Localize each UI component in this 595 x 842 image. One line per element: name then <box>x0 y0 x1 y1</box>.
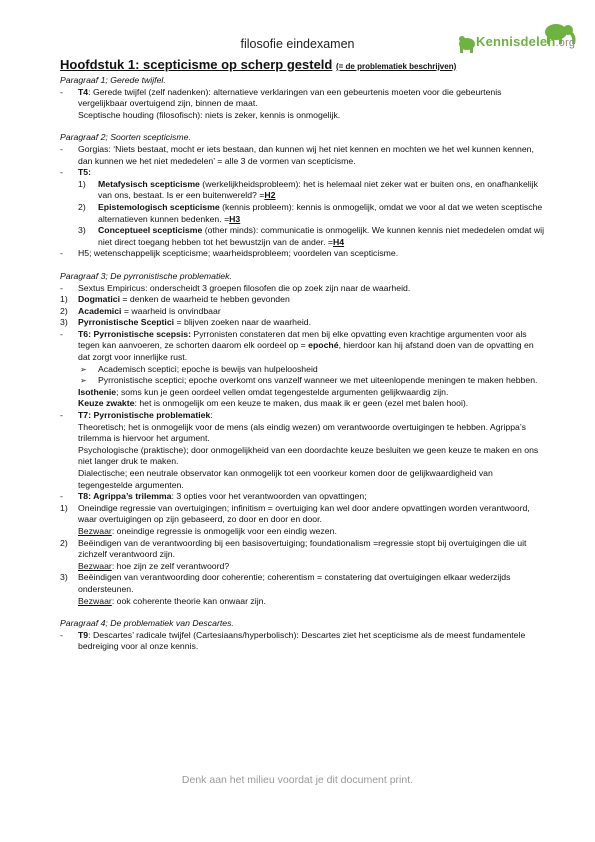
list-item <box>60 538 546 561</box>
bezwaar-line <box>60 526 546 538</box>
document-header-title: filosofie eindexamen <box>240 37 355 51</box>
isothenie-line <box>60 387 546 399</box>
chapter-subtitle: (= de problematiek beschrijven) <box>335 62 457 71</box>
item-number: 1) <box>60 502 68 513</box>
paragraph-2-title: Paragraaf 2; Soorten scepticisme. <box>60 132 191 143</box>
dash-marker: - <box>60 629 63 640</box>
item-number: 3) <box>60 572 68 583</box>
list-item <box>60 364 546 376</box>
list-item <box>60 329 546 364</box>
term-text: (other minds): communicatie is onmogelijk. We kunnen kennis niet mededelen omdat wij niet direct toegang hebben tot het bewustzijn van de ander. = <box>98 225 545 247</box>
item-number: 2) <box>78 201 86 212</box>
paragraph-4-title: Paragraaf 4; De problematiek van Descartes. <box>60 618 234 629</box>
arrow-bullet-icon: ➢ <box>80 364 87 374</box>
logo-name: Kennisdelen <box>476 34 556 49</box>
item-number: 2) <box>60 305 68 316</box>
group-label: Pyrronistische Sceptici <box>78 317 175 328</box>
item-number: 3) <box>78 225 86 236</box>
group-text: = denken de waarheid te hebben gevonden <box>120 294 290 305</box>
list-item <box>60 179 546 202</box>
psychologisch-text: Psychologische (praktische); door onmogelijkheid van een doordachte keuze besluiten we geen keuze te maken en ons niet langer druk te maken. <box>78 444 539 467</box>
dash-marker: - <box>60 282 63 293</box>
dash-marker: - <box>60 86 63 97</box>
list-item <box>60 375 546 387</box>
group-label: Academici <box>78 305 122 316</box>
sceptische-houding: Sceptische houding (filosofisch): niets is zeker, kennis is onmogelijk. <box>78 109 341 120</box>
list-item <box>60 283 546 295</box>
bezwaar-text: : oneindige regressie is onmogelijk voor een eindig wezen. <box>111 525 337 536</box>
list-item <box>60 503 546 526</box>
dash-marker: - <box>60 143 63 154</box>
thesis-label: T7: Pyrronistische problematiek <box>78 410 211 421</box>
bullet-text: Pyrronistische sceptici; epoche overkomt ons vanzelf wanneer we met uiteenlopende meningen te maken hebben. <box>98 375 538 386</box>
paragraph-3-title: Paragraaf 3; De pyrronistische problematiek. <box>60 270 232 281</box>
dialectisch-text: Dialectische; een neutrale observator kan onmogelijk tot een voorkeur komen door de gelijkwaardigheid van tegengestelde argumenten. <box>78 468 493 490</box>
item-number: 3) <box>60 317 68 328</box>
term-text: (werkelijkheidsprobleem): het is helemaal niet zeker wat er buiten ons, en onafhankelijk van ons, bestaat. Is er een buitenwereld? = <box>98 178 538 201</box>
item-number: 1) <box>78 178 86 189</box>
thesis-label: T4 <box>78 86 89 97</box>
list-item <box>60 202 546 225</box>
term-text: : het is onmogelijk om een keuze te maken, dus maak ik er geen (ezel met balen hooi). <box>134 398 469 409</box>
bezwaar-label: Bezwaar <box>78 525 112 536</box>
dash-marker: - <box>60 410 63 421</box>
paragraph-1-title: Paragraaf 1; Gerede twijfel. <box>60 75 166 85</box>
kennisdelen-logo <box>456 22 586 56</box>
bezwaar-text: : ook coherente theorie kan onwaar zijn. <box>111 595 266 606</box>
list-item <box>60 144 546 167</box>
list-item <box>60 317 546 329</box>
epoche-term: epoché <box>308 340 339 351</box>
h5-text: H5; wetenschappelijk scepticisme; waarheidsprobleem; voordelen van scepticisme. <box>78 248 399 259</box>
item-number: 2) <box>60 537 68 548</box>
list-item: - T5: <box>60 167 92 178</box>
term-text: (kennis probleem): kennis is onmogelijk, omdat we voor al dat we weten sceptische alternatieven kunnen bedenken. = <box>98 201 543 224</box>
document-body <box>60 57 546 653</box>
list-item <box>60 410 546 422</box>
list-item <box>60 248 546 260</box>
chapter-heading <box>60 57 546 75</box>
term-label: Keuze zwakte <box>78 398 135 409</box>
list-item <box>60 491 546 503</box>
thesis-label: T5 <box>78 167 89 178</box>
term-label: Epistemologisch scepticisme <box>98 201 220 212</box>
bezwaar-line <box>60 596 546 608</box>
arrow-bullet-icon: ➢ <box>80 376 87 386</box>
chapter-reference: H2 <box>264 190 276 201</box>
option-text: Beëindigen van de verantwoording bij een basisovertuiging; foundationalism =regressie stopt bij overtuigingen die uit zichzelf verantwoord zijn. <box>78 537 527 560</box>
term-label: Isothenie <box>78 386 117 397</box>
thesis-text: : Gerede twijfel (zelf nadenken): alternatieve verklaringen van een gebeurtenis moeten voor die gebeurtenis vergelijkbaar overtuigend zijn, binnen de maat. <box>78 86 502 109</box>
list-item <box>60 294 546 306</box>
list-item <box>60 630 546 653</box>
term-label: Conceptueel scepticisme <box>98 225 203 236</box>
dash-marker: - <box>60 491 63 502</box>
gorgias-text: Gorgias: ‘Niets bestaat, mocht er iets bestaan, dan kunnen wij het niet kennen en mochten we het wel kunnen kennen, dan kunnen we het niet mededelen’ = alle 3 de vormen van scepticisme. <box>78 143 534 166</box>
list-item <box>60 87 546 110</box>
thesis-label: T8: Agrippa’s trilemma <box>78 491 172 502</box>
dash-marker: - <box>60 167 63 178</box>
thesis-text: Pyrronisten constateren dat men bij elke opvatting even krachtige argumenten voor als tegen kan aanvoeren, ze schorten daarom elk oordeel op = <box>78 328 527 351</box>
chapter-title: Hoofdstuk 1: scepticisme op scherp gesteld <box>60 57 333 72</box>
dash-marker: - <box>60 248 63 259</box>
bezwaar-text: : hoe zijn ze zelf verantwoord? <box>111 560 230 571</box>
chapter-reference: H3 <box>229 213 241 224</box>
item-number: 1) <box>60 294 68 305</box>
page-footer: Denk aan het milieu voordat je dit document print. <box>181 774 414 786</box>
logo-tld: .org <box>555 37 576 49</box>
list-item <box>60 225 546 248</box>
bezwaar-label: Bezwaar <box>78 595 112 606</box>
sextus-text: Sextus Empiricus: onderscheidt 3 groepen filosofen die op zoek zijn naar de waarheid. <box>78 282 411 293</box>
list-item <box>60 572 546 595</box>
group-text: = blijven zoeken naar de waarheid. <box>174 317 312 328</box>
dash-marker: - <box>60 328 63 339</box>
group-label: Dogmatici <box>78 294 120 305</box>
bezwaar-line <box>60 561 546 573</box>
colon: : <box>210 410 213 421</box>
theoretisch-text: Theoretisch; het is onmogelijk voor de mens (als eindig wezen) om verantwoorde overtuigingen te hebben. Agrippa’s trilemma is hiervoor het argument. <box>78 421 526 444</box>
thesis-label: T6: Pyrronistische scepsis: <box>78 328 191 339</box>
keuze-zwakte-line <box>60 398 546 410</box>
term-label: Metafysisch scepticisme <box>98 178 200 189</box>
term-text: ; soms kun je geen oordeel vellen omdat tegengestelde argumenten gelijkwaardig zijn. <box>116 386 449 397</box>
bezwaar-label: Bezwaar <box>78 560 112 571</box>
thesis-text: : 3 opties voor het verantwoorden van opvattingen; <box>171 491 367 502</box>
thesis-text-cont: , hierdoor kan hij afstand doen van de opvatting en dat zorgt voor innerlijke rust. <box>78 340 534 363</box>
option-text: Beëindigen van verantwoording door coherentie; coherentism = constatering dat overtuigingen elkaar wederzijds ondersteunen. <box>78 572 511 594</box>
thesis-text: : Descartes’ radicale twijfel (Cartesiaans/hyperbolisch): Descartes ziet het scepticisme als de meest fundamentele bedreiging voor al onze kennis. <box>78 629 526 652</box>
thesis-label: T9 <box>78 629 89 640</box>
bullet-text: Academisch sceptici; epoche is bewijs van hulpeloosheid <box>98 363 318 374</box>
list-item <box>60 306 546 318</box>
chapter-reference: H4 <box>332 236 345 247</box>
option-text: Oneindige regressie van overtuigingen; infinitism = overtuiging kan wel door andere opvattingen worden verantwoord, waar overtuigingen op zijn gebaseerd, zo door en door en door. <box>78 502 530 525</box>
group-text: = waarheid is onvindbaar <box>121 305 221 316</box>
